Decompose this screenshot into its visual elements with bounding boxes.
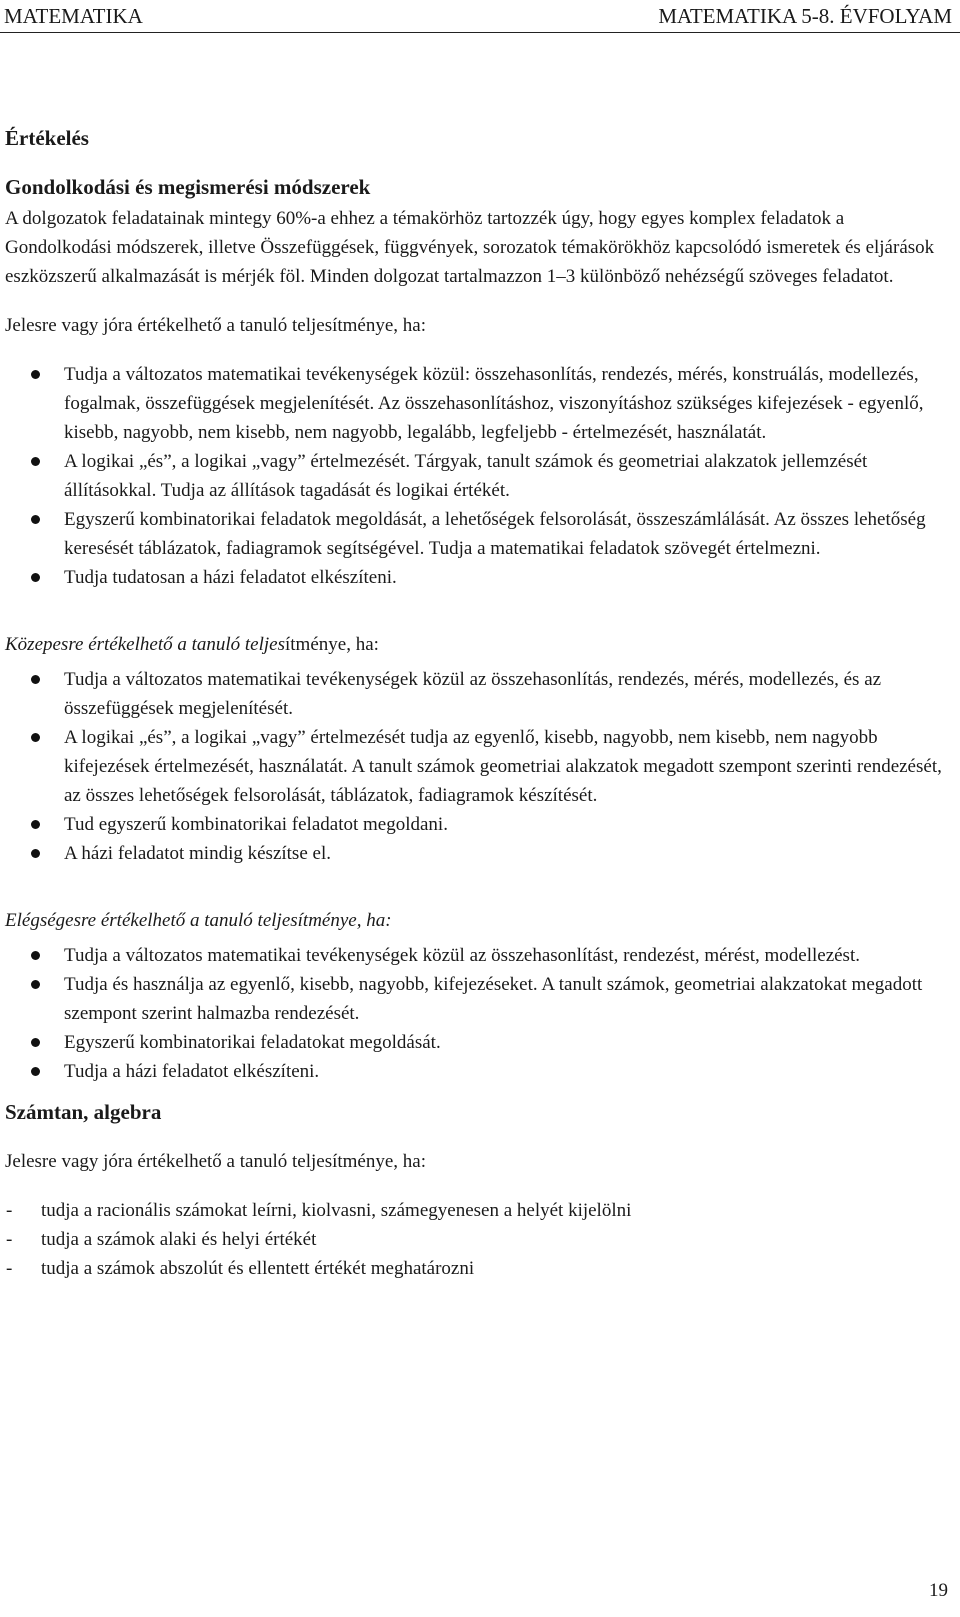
list-item: - tudja a számok abszolút és ellentett értékét meghatározni (5, 1254, 950, 1283)
list-item: A logikai „és”, a logikai „vagy” értelmezését tudja az egyenlő, kisebb, nagyobb, nem kisebb, nem nagyobb kifejezések értelmezését, használatát. A tanult számok geometriai alakzatok megadott szempont szerinti rendezését, az összes lehetőségek felsorolását, táblázatok, fadiagramok készítését. (5, 723, 950, 810)
sufficient-criteria-label: Elégségesre értékelhető a tanuló teljesítménye, ha: (5, 910, 392, 931)
medium-criteria-label (5, 630, 950, 659)
medium-criteria-list (5, 665, 950, 868)
list-item: Egyszerű kombinatorikai feladatokat megoldását. (5, 1028, 950, 1057)
list-item: A házi feladatot mindig készítse el. (5, 839, 950, 868)
list-item: Tudja tudatosan a házi feladatot elkészíteni. (5, 563, 950, 592)
header-grade-range: MATEMATIKA 5-8. ÉVFOLYAM (658, 4, 952, 28)
header-subject: MATEMATIKA (4, 4, 143, 28)
list-item: Egyszerű kombinatorikai feladatok megoldását, a lehetőségek felsorolását, összeszámlálását. Az összes lehetőség keresését táblázatok, fadiagramok segítségével. Tudja a matematikai feladatok szövegét értelmezni. (5, 505, 950, 563)
medium-label-italic: Közepesre értékelhető a tanuló teljes (5, 634, 285, 655)
list-item: Tudja és használja az egyenlő, kisebb, nagyobb, kifejezéseket. A tanult számok, geometriai alakzatokat megadott szempont szerint halmazba rendezését. (5, 970, 950, 1028)
arithmetic-criteria-list (5, 1196, 950, 1283)
excellent-criteria-label: Jelesre vagy jóra értékelhető a tanuló teljesítménye, ha: (5, 315, 426, 336)
intro-paragraph: A dolgozatok feladatainak mintegy 60%-a ehhez a témakörhöz tartozzék úgy, hogy egyes komplex feladatok a Gondolkodási módszerek, illetve Összefüggések, függvények, sorozatok témakörökhöz kapcsolódó ismeretek és eljárások eszközszerű alkalmazását is mérjék föl. Minden dolgozat tartalmazzon 1–3 különböző nehézségű szöveges feladatot. (5, 208, 935, 287)
list-item: Tudja a változatos matematikai tevékenységek közül: összehasonlítás, rendezés, mérés, konstruálás, modellezés, fogalmak, összefüggések megjelenítését. Az összehasonlításhoz, viszonyításhoz szükséges kifejezések - egyenlő, kisebb, nagyobb, nem kisebb, nem nagyobb, legalább, legfeljebb - értelmezését, használatát. (5, 360, 950, 447)
section-heading-arithmetic: Számtan, algebra (5, 1100, 162, 1124)
sufficient-criteria-list (5, 941, 950, 1086)
list-item: Tudja a változatos matematikai tevékenységek közül az összehasonlítás, rendezés, mérés, modellezés, és az összefüggések megjelenítését. (5, 665, 950, 723)
arithmetic-criteria-label: Jelesre vagy jóra értékelhető a tanuló teljesítménye, ha: (5, 1151, 426, 1172)
list-item: Tudja a házi feladatot elkészíteni. (5, 1057, 950, 1086)
list-item: - tudja a racionális számokat leírni, kiolvasni, számegyenesen a helyét kijelölni (5, 1196, 950, 1225)
list-item: - tudja a számok alaki és helyi értékét (5, 1225, 950, 1254)
page-content (5, 124, 950, 1283)
page-number: 19 (929, 1580, 948, 1601)
page-header (0, 0, 960, 33)
page-title: Értékelés (5, 126, 89, 150)
section-heading-methods: Gondolkodási és megismerési módszerek (5, 175, 371, 199)
excellent-criteria-list (5, 360, 950, 592)
medium-label-rest: ítménye, ha: (285, 634, 379, 655)
list-item: Tudja a változatos matematikai tevékenységek közül az összehasonlítást, rendezést, mérést, modellezést. (5, 941, 950, 970)
list-item: Tud egyszerű kombinatorikai feladatot megoldani. (5, 810, 950, 839)
list-item: A logikai „és”, a logikai „vagy” értelmezését. Tárgyak, tanult számok és geometriai alakzatok jellemzését állításokkal. Tudja az állítások tagadását és logikai értékét. (5, 447, 950, 505)
